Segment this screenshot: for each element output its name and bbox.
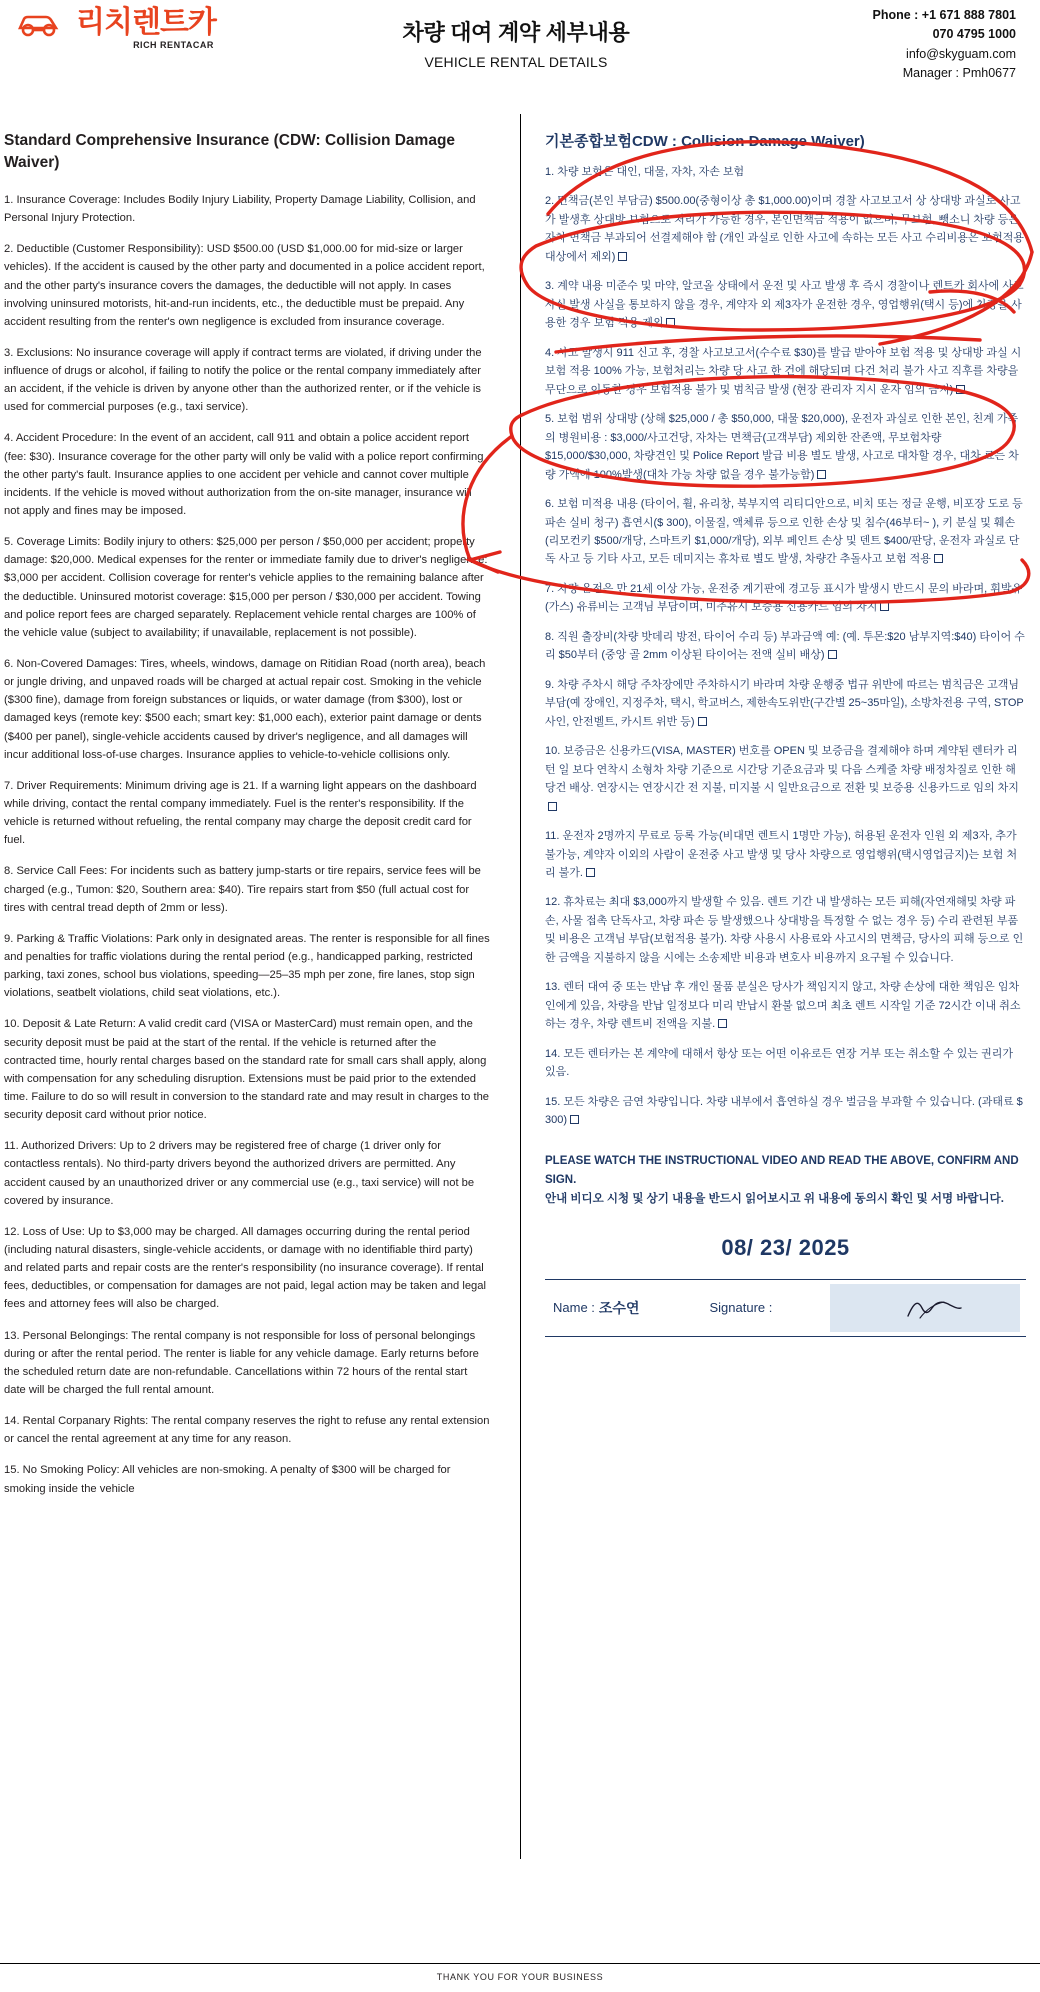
checkbox[interactable] — [956, 385, 965, 394]
contact-manager: Manager : Pmh0677 — [902, 66, 1016, 81]
korean-clause — [545, 1093, 1026, 1130]
korean-clause — [545, 163, 1026, 181]
korean-clause-text: 14. 모든 렌터카는 본 계약에 대해서 항상 또는 어떤 이유로든 연장 거부 또는 취소할 수 있는 권리가 있음. — [545, 1047, 1013, 1079]
customer-name: 조수연 — [598, 1299, 640, 1316]
checkbox[interactable] — [718, 1019, 727, 1028]
signature-mark — [904, 1296, 964, 1327]
korean-clause-text: 13. 렌터 대여 중 또는 반납 후 개인 물품 분실은 당사가 책임지지 않고, 차량 손상에 대한 책임은 임차인에게 있음, 차량을 반납 일정보다 미리 반납시 환불 없으며 최초 렌트 시작일 기준 72시간 이내 취소하는 경우, 차량 렌트비 전액을 지불. — [545, 981, 1021, 1031]
english-clause: 5. Coverage Limits: Bodily injury to others: $25,000 per person / $50,000 per accident; property damage: $20,000. Medical expenses for the renter or immediate family due to driver's negligence: $3,000 per accident. Collision coverage for renter's vehicle applies to the remaining balance after the deductible. Uninsured motorist coverage: $15,000 per person / $30,000 per accident. Towing and police report fees are charged separately. Replacement vehicle rental charges are 100% of the vehicle value (subject to availability; if unavailable, replacement is not possible). — [4, 536, 488, 639]
checkbox[interactable] — [828, 650, 837, 659]
korean-clause — [545, 893, 1026, 967]
english-clause: 13. Personal Belongings: The rental company is not responsible for loss of personal belongings during or after the rental period. The renter is liable for any vehicle damage. Early returns before the scheduled return date are non-refundable. Cancellations within 72 hours of the rental start date will be charged the full rental amount. — [4, 1329, 479, 1396]
checkbox[interactable] — [570, 1115, 579, 1124]
korean-clause — [545, 410, 1026, 484]
contact-block — [873, 6, 1017, 84]
english-clause: 3. Exclusions: No insurance coverage will apply if contract terms are violated, if driving under the influence of drugs or alcohol, if failing to notify the police or the rental company immediately after an accident, if the vehicle is driven by anyone other than the authorized renter, or if the vehicle is used for commercial purposes (e.g., taxi service). — [4, 346, 482, 414]
english-clause: 7. Driver Requirements: Minimum driving age is 21. If a warning light appears on the dashboard while driving, contact the rental company immediately. Fuel is the renter's responsibility. If the vehicle is returned without refueling, the rental company may charge the deposit credit card for fuel. — [4, 779, 477, 847]
confirm-notice-english: PLEASE WATCH THE INSTRUCTIONAL VIDEO AND READ THE ABOVE, CONFIRM AND SIGN. — [545, 1154, 1019, 1186]
contact-phone-secondary: 070 4795 1000 — [932, 27, 1016, 42]
korean-clause-text: 15. 모든 차량은 금연 차량입니다. 차량 내부에서 흡연하실 경우 벌금을 부과할 수 있습니다. (과태료 $ 300) — [545, 1095, 1023, 1127]
english-clause: 11. Authorized Drivers: Up to 2 drivers may be registered free of charge (1 driver only for contactless rentals). No third-party drivers beyond the authorized drivers are permitted. Any accident caused by an unauthorized driver or any commercial use (e.g., taxi service) will not be covered by insurance. — [4, 1140, 475, 1207]
korean-column — [521, 130, 1040, 1859]
korean-clause — [545, 344, 1026, 399]
korean-clause-text: 5. 보험 범위 상대방 (상해 $25,000 / 총 $50,000, 대물 $20,000), 운전자 과실로 인한 본인, 친계 가족의 병원비용 : $3,000/사고건당, 자차는 면책금(고객부담) 제외한 잔존액, 무보험차량 $15,000/$30,000, 차량견인 및 Police Report 발급 비용 별도 발생, 사고로 대차할 경우, 대차 료는 차량 가액에 100%발생(대차 가능 차량 없을 경우 불가능함) — [545, 413, 1019, 481]
korean-clause-text: 6. 보험 미적용 내용 (타이어, 휠, 유리창, 북부지역 리티디안으로, 비치 또는 정글 운행, 비포장 도로 등 파손 실비 청구) 흡연시($ 300), 이물질, 액체류 등으로 인한 손상 및 침수(46부터~ ), 키 분실 및 훼손(리모컨키 $500/개당, 스마트키 $1,000/개당), 외부 페인트 손상 및 덴트 $400/판당, 운전자 과실로 단독 사고 등 기타 사고, 모든 데미지는 휴차료 별도 발생, 차량간 추돌사고 보험 적용 — [545, 498, 1023, 566]
korean-clause-text: 11. 운전자 2명까지 무료로 등록 가능(비대면 렌트시 1명만 가능), 허용된 운전자 인원 외 제3자, 추가 불가능, 계약자 이외의 사람이 운전중 사고 발생 및 당사 차량으로 영업행위(택시영업금지)는 보험 처리 불가. — [545, 830, 1018, 879]
korean-heading: 기본종합보험CDW : Collision Damage Waiver) — [545, 133, 865, 150]
korean-clause-text: 12. 휴차료는 최대 $3,000까지 발생할 수 있음. 렌트 기간 내 발생하는 모든 피해(자연재해및 차량 파손, 사물 접촉 단독사고, 차량 파손 등 발생했으나 상대방을 특정할 수 없는 경우 등) 수리 관련된 부품 및 비용은 고객님 부담(보험적용 불가). 차량 사용시 사용료와 사고시의 면책금, 당사의 피해 등으로 인한 금액을 지불하지 않을 시에는 소송제반 비용과 변호사 비용까지 요구될 수 있습니다. — [545, 896, 1024, 964]
checkbox[interactable] — [934, 554, 943, 563]
document-header — [0, 0, 1040, 100]
checkbox[interactable] — [698, 717, 707, 726]
korean-clause — [545, 1045, 1026, 1082]
document-body — [0, 100, 1040, 1859]
english-clause: 14. Rental Corpanary Rights: The rental company reserves the right to refuse any rental extension or cancel the rental agreement at any time for any reason. — [4, 1415, 490, 1446]
english-clause: 10. Deposit & Late Return: A valid credit card (VISA or MasterCard) must remain open, and the security deposit must be paid at the start of the rental. If the vehicle is returned after the contracted time, hourly rental charges based on the standard rate for small cars shall apply, along with compensation for any scheduling disruption. Extensions must be paid prior to the extended time. Failure to do so will result in conversion to the standard rate and may result in charges to the security deposit card without prior notice. — [4, 1018, 490, 1122]
english-clause: 6. Non-Covered Damages: Tires, wheels, windows, damage on Ritidian Road (north area), beach or jungle driving, and unpaved roads will be charged at actual repair cost. Smoking in the vehicle ($300 fine), damage from foreign substances or liquids, or water damage (from $300), lost or damaged keys (remote key: $500 each; smart key: $1,000 each), exterior paint damage or dents ($400 per panel), single-vehicle accidents caused by driver's negligence, and all damages will incur additional loss-of-use charges. Insurance applies to vehicle-to-vehicle collisions only. — [4, 658, 486, 761]
korean-clause — [545, 192, 1026, 266]
korean-clause-text: 4. 사고 발생시 911 신고 후, 경찰 사고보고서(수수료 $30)를 발급 받아야 보험 적용 및 상대방 과실 시 보험 적용 100% 가능, 보험처리는 차량 당 사고 한 건에 해당되며 다건 처리 불가 사고 직후를 차량을 무단으로 이동한 경우 보험적용 불가 및 범칙금 발생 (현장 관리자 지시 운자 임의 금지) — [545, 346, 1022, 396]
english-clause: 4. Accident Procedure: In the event of an accident, call 911 and obtain a police accident report (fee: $30). Insurance coverage for the other party will only be valid with a police report confirming the other party's fault. Insurance applies to one accident per vehicle and cannot cover multiple incidents. If the vehicle is moved without authorization from the on-site manager, insurance will not apply and fines may be imposed. — [4, 432, 484, 518]
korean-clause — [545, 827, 1026, 882]
english-clause: 12. Loss of Use: Up to $3,000 may be charged. All damages occurring during the rental period (including natural disasters, single-vehicle accidents, or damage with no identifiable third party) and related parts and repair costs are the renter's responsibility (no insurance coverage). If rental fees, deductibles, or compensation for damages are not paid, legal action may be taken and legal fees and attorney fees will also be charged. — [4, 1225, 486, 1311]
signature-label: Signature : — [709, 1300, 773, 1316]
english-clause: 15. No Smoking Policy: All vehicles are non-smoking. A penalty of $300 will be charged for smoking inside the vehicle — [4, 1464, 451, 1495]
checkbox[interactable] — [548, 802, 557, 811]
korean-clause-text: 3. 계약 내용 미준수 및 마약, 알코올 상태에서 운전 및 사고 발생 후 즉시 경찰이나 렌트카 회사에 사고 사실 발생 사실을 통보하지 않을 경우, 계약자 외 제3자가 운전한 경우, 영업행위(택시 등)에 차량을 사용한 경우 보험 적용 제외 — [545, 280, 1024, 330]
korean-clause — [545, 495, 1026, 569]
korean-clause-text: 1. 차량 보험은 대인, 대물, 자차, 자손 보험 — [545, 166, 745, 178]
contact-phone: Phone : +1 671 888 7801 — [872, 8, 1016, 22]
korean-clause — [545, 580, 1026, 617]
checkbox[interactable] — [666, 318, 675, 327]
english-column — [0, 130, 520, 1859]
contact-email: info@skyguam.com — [906, 46, 1016, 61]
korean-clause — [545, 277, 1026, 332]
korean-clause — [545, 676, 1026, 731]
car-icon — [16, 10, 70, 36]
korean-clause — [545, 628, 1026, 665]
page-title-english: VEHICLE RENTAL DETAILS — [424, 54, 608, 70]
confirm-notice — [545, 1152, 1026, 1209]
korean-clause-text: 8. 직원 출장비(차량 밧데리 방전, 타이어 수리 등) 부과금액 예: (예. 투몬:$20 남부지역:$40) 타이어 수리 $50부터 (중앙 골 2mm 이상된 타이어는 전액 실비 배상) — [545, 630, 1025, 662]
name-label: Name : — [553, 1300, 595, 1316]
korean-clause-text: 7. 차량 운전은 만 21세 이상 가능, 운전중 계기판에 경고등 표시가 발생시 반드시 문의 바라며, 휘발유(가스) 유류비는 고객님 부담이며, 미주유시 보증용 신용카드 임의 차지 — [545, 582, 1023, 614]
signature-row — [545, 1279, 1026, 1337]
korean-clause-text: 9. 차량 주차시 해당 주차장에만 주차하시기 바라며 차량 운행중 법규 위반에 따르는 범칙금은 고객님 부담(예 장애인, 지정주차, 택시, 학교버스, 제한속도위반(구간별 25~35마일), 소방차전용 구역, STOP사인, 안전벨트, 카시트 위반 등) — [545, 678, 1024, 728]
page-title-korean: 차량 대여 계약 세부내용 — [402, 20, 630, 45]
english-heading: Standard Comprehensive Insurance (CDW: Collision Damage Waiver) — [4, 132, 456, 172]
company-logo — [16, 6, 216, 50]
logo-text-english: RICH RENTACAR — [133, 40, 214, 50]
confirm-notice-korean: 안내 비디오 시청 및 상기 내용을 반드시 읽어보시고 위 내용에 동의시 확인 및 서명 바랍니다. — [545, 1192, 1004, 1205]
english-clause: 1. Insurance Coverage: Includes Bodily Injury Liability, Property Damage Liability, Collision, and Personal Injury Protection. — [4, 193, 476, 225]
checkbox[interactable] — [586, 868, 595, 877]
document-footer: THANK YOU FOR YOUR BUSINESS — [0, 1963, 1040, 1992]
english-clause: 2. Deductible (Customer Responsibility): USD $500.00 (USD $1,000.00 for mid-size or larger vehicles). If the accident is caused by the other party and documented in a police accident report, and the other party's insurance covers the damages, the deductible will not apply. In cases involving uninsured motorists, hit-and-run incidents, etc., the deductible must be prepaid. Any accident resulting from the renter's own negligence is excluded from insurance coverage. — [4, 243, 485, 328]
korean-clause — [545, 978, 1026, 1033]
english-clause: 9. Parking & Traffic Violations: Park only in designated areas. The renter is responsible for all fines and penalties for traffic violations during the rental period (e.g., handicapped parking, restricted parking, taxi zones, school bus violations, speeding—25–35 mph per zone, fire lanes, stop sign violations, seatbelt violations, child seat violations, etc.). — [4, 932, 490, 1000]
checkbox[interactable] — [817, 470, 826, 479]
checkbox[interactable] — [880, 602, 889, 611]
korean-clause — [545, 742, 1026, 816]
signature-date: 08/ 23/ 2025 — [721, 1234, 850, 1260]
logo-text-korean: 리치렌트카 — [76, 6, 216, 39]
korean-clause-text: 10. 보증금은 신용카드(VISA, MASTER) 번호를 OPEN 및 보증금을 결제해야 하며 계약된 렌터카 리턴 일 보다 연착시 소형차 차량 기준으로 시간당 기준요금과 및 다음 스케줄 차량 배정차질로 인한 해당건 배상. 연장시는 연장시간 전 지불, 미지불 시 일반요금으로 전환 및 보증용 신용카드로 임의 차지 — [545, 745, 1019, 795]
korean-clause-text: 2. 면책금(본인 부담금) $500.00(중형이상 총 $1,000.00)이며 경찰 사고보고서 상 상대방 과실로 사고가 발생후 상대방 보험으로 처리가 가능한 경우, 본인면책금 적용이 없으며, 무보험, 뺑소니 차량 등은 자차 면책금 부과되어 선결제해야 함 (개인 과실로 인한 사고에 속하는 모든 사고 수리비용은 보험적용 대상에서 제외) — [545, 195, 1025, 263]
checkbox[interactable] — [618, 252, 627, 261]
english-clause: 8. Service Call Fees: For incidents such as battery jump-starts or tire repairs, service fees will be charged (e.g., Tumon: $20, Southern area: $40). Tire repairs start from $50 (full actual cost for tires with central tread depth of 2mm or less). — [4, 865, 481, 914]
